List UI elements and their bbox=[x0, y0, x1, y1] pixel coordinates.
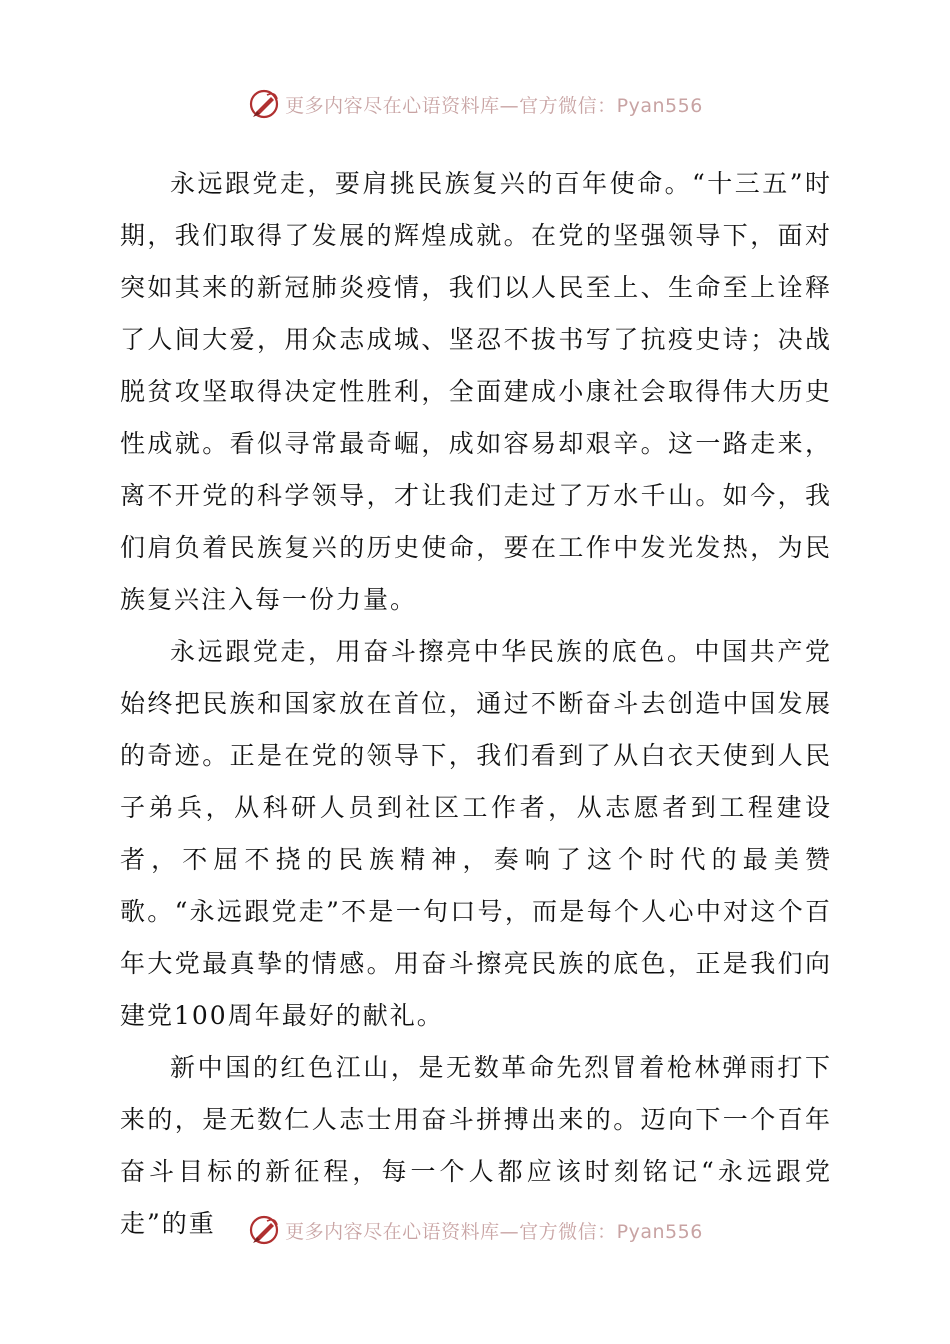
header-text: 更多内容尽在心语资料库—官方微信：Pyan556 bbox=[285, 94, 703, 117]
pen-circle-logo-icon bbox=[247, 1213, 281, 1247]
paragraph-3: 新中国的红色江山，是无数革命先烈冒着枪林弹雨打下来的，是无数仁人志士用奋斗拼搏出来的。迈向下一个百年奋斗目标的新征程，每一个人都应该时刻铭记“永远跟党走”的重 bbox=[120, 1053, 832, 1238]
pen-circle-logo-icon bbox=[247, 87, 281, 121]
article-body bbox=[120, 158, 832, 1250]
paragraph-2: 永远跟党走，用奋斗擦亮中华民族的底色。中国共产党始终把民族和国家放在首位，通过不断奋斗去创造中国发展的奇迹。正是在党的领导下，我们看到了从白衣天使到人民子弟兵，从科研人员到社区工作者，从志愿者到工程建设者，不屈不挠的民族精神，奏响了这个时代的最美赞歌。“永远跟党走”不是一句口号，而是每个人心中对这个百年大党最真挚的情感。用奋斗擦亮民族的底色，正是我们向建党100周年最好的献礼。 bbox=[120, 637, 832, 1030]
footer-banner bbox=[0, 1210, 950, 1250]
footer-text: 更多内容尽在心语资料库—官方微信：Pyan556 bbox=[285, 1220, 703, 1243]
header-banner bbox=[0, 84, 950, 124]
paragraph-1: 永远跟党走，要肩挑民族复兴的百年使命。“十三五”时期，我们取得了发展的辉煌成就。在党的坚强领导下，面对突如其来的新冠肺炎疫情，我们以人民至上、生命至上诠释了人间大爱，用众志成城、坚忍不拔书写了抗疫史诗；决战脱贫攻坚取得决定性胜利，全面建成小康社会取得伟大历史性成就。看似寻常最奇崛，成如容易却艰辛。这一路走来，离不开党的科学领导，才让我们走过了万水千山。如今，我们肩负着民族复兴的历史使命，要在工作中发光发热，为民族复兴注入每一份力量。 bbox=[120, 169, 832, 614]
